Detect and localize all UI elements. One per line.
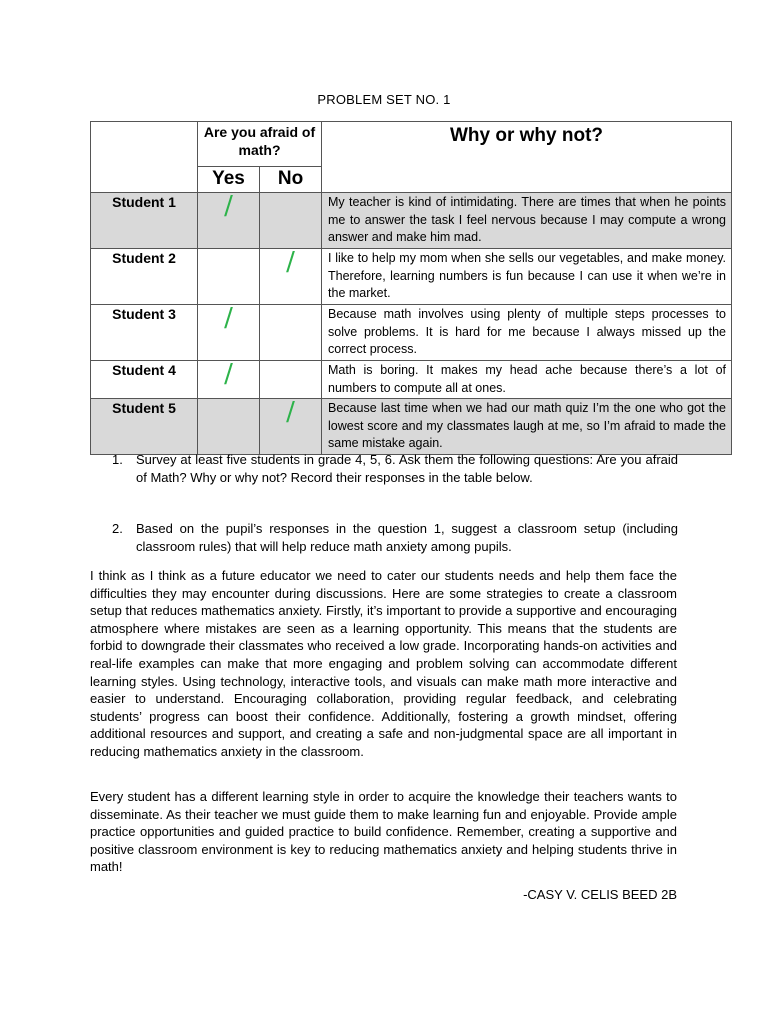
check-mark: /: [286, 397, 295, 427]
question-text: Survey at least five students in grade 4, 5, 6. Ask them the following questions: Are you afraid of Math? Why or why not? Record their responses in the table below.: [136, 452, 678, 485]
question-1: [112, 451, 678, 487]
author-signature: -CASY V. CELIS BEED 2B: [523, 887, 677, 902]
student-response: Because last time when we had our math quiz I’m the one who got the lowest score and my classmates laugh at me, so I’m afraid to made the same mistake again.: [322, 399, 732, 455]
yes-check: [198, 249, 260, 305]
header-why: Why or why not?: [322, 122, 732, 193]
student-response: Because math involves using plenty of multiple steps processes to solve problems. It is hard for me because I always missed up the correct process.: [322, 305, 732, 361]
student-name: Student 4: [91, 361, 198, 399]
check-mark: /: [224, 359, 233, 389]
no-check: [260, 249, 322, 305]
answer-paragraph-1: I think as I think as a future educator we need to cater our students needs and help them face the difficulties they may encounter during discussions. Here are some strategies to create a classroom setup that reduces mathematics anxiety. Firstly, it’s important to provide a supportive and encouraging atmosphere where mistakes are seen as a learning opportunity. This means that the students are forbid to downgrade their classmates who received a low grade. Incorporating hands-on activities and real-life examples can make that more engaging and problem solving can accommodate different learning styles. Using technology, interactive tools, and visuals can make math more interactive and easier to understand. Encouraging collaboration, providing regular feedback, and celebrating students’ progress can boost their confidence. Additionally, fostering a growth mindset, offering additional resources and support, and creating a safe and non-judgmental space are all important in reducing mathematics anxiety in the classroom.: [90, 568, 677, 759]
survey-table: [90, 121, 732, 455]
question-number: 1.: [112, 452, 123, 467]
no-check: [260, 193, 322, 249]
no-check: [260, 399, 322, 455]
student-response: Math is boring. It makes my head ache because there’s a lot of numbers to compute all at ones.: [322, 361, 732, 399]
yes-check: [198, 399, 260, 455]
table-row: [91, 305, 732, 361]
student-name: Student 1: [91, 193, 198, 249]
header-yes: Yes: [198, 167, 260, 193]
no-check: [260, 305, 322, 361]
table-row: [91, 193, 732, 249]
page-title: PROBLEM SET NO. 1: [317, 92, 451, 107]
table-row: [91, 399, 732, 455]
student-name: Student 5: [91, 399, 198, 455]
table-row: [91, 249, 732, 305]
student-name: Student 2: [91, 249, 198, 305]
student-name: Student 3: [91, 305, 198, 361]
header-blank-cell: [91, 122, 198, 193]
answer-paragraph-2: Every student has a different learning style in order to acquire the knowledge their teachers wants to disseminate. As their teacher we must guide them to make learning fun and enjoyable. Provide ample practice opportunities and guided practice to build confidence. Remember, creating a supportive and positive classroom environment is key to reducing mathematics anxiety and helping students thrive in math!: [90, 789, 677, 875]
check-mark: /: [224, 191, 233, 221]
table-row: [91, 361, 732, 399]
question-2: [112, 520, 678, 556]
yes-check: [198, 193, 260, 249]
header-afraid: Are you afraid of math?: [198, 122, 322, 167]
question-number: 2.: [112, 521, 123, 536]
student-response: I like to help my mom when she sells our vegetables, and make money. Therefore, learning numbers is fun because I can use it when we’re in the market.: [322, 249, 732, 305]
check-mark: /: [286, 247, 295, 277]
no-check: [260, 361, 322, 399]
yes-check: [198, 361, 260, 399]
header-no: No: [260, 167, 322, 193]
student-response: My teacher is kind of intimidating. There are times that when he points me to answer the task I feel nervous because I may compute a wrong answer and make him mad.: [322, 193, 732, 249]
question-text: Based on the pupil’s responses in the question 1, suggest a classroom setup (including classroom rules) that will help reduce math anxiety among pupils.: [136, 521, 678, 554]
check-mark: /: [224, 303, 233, 333]
yes-check: [198, 305, 260, 361]
